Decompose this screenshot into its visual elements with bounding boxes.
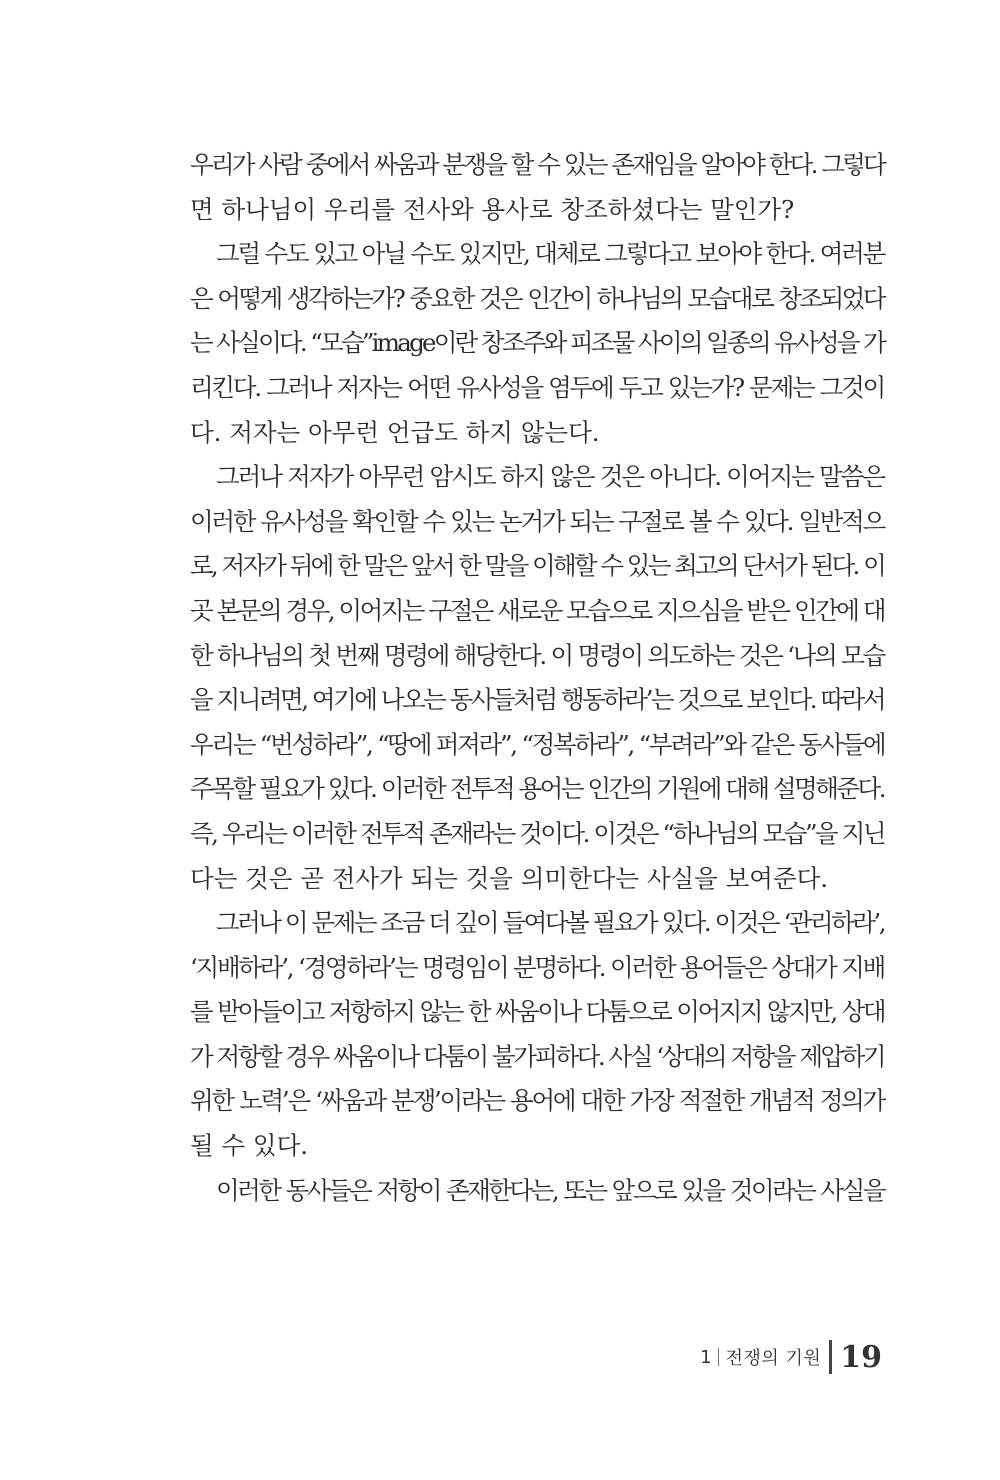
text-line: 이러한 유사성을 확인할 수 있는 논거가 되는 구절로 볼 수 있다. 일반적으 (190, 506, 884, 536)
text-line: 면 하나님이 우리를 전사와 용사로 창조하셨다는 말인가? (190, 194, 795, 224)
footer-divider (718, 1348, 719, 1366)
text-line: 위한 노력’은 ‘싸움과 분쟁’이라는 용어에 대한 가장 적절한 개념적 정의가 (190, 1086, 884, 1116)
text-line: 그러나 이 문제는 조금 더 깊이 들여다볼 필요가 있다. 이것은 ‘관리하라’, (216, 908, 884, 938)
text-line: 다는 것은 곧 전사가 되는 것을 의미한다는 사실을 보여준다. (190, 863, 829, 893)
page-footer (600, 1337, 882, 1377)
text-line: 로, 저자가 뒤에 한 말은 앞서 한 말을 이해할 수 있는 최고의 단서가 된다. 이 (190, 551, 884, 581)
text-line: 는 사실이다. “모습”image이란 창조주와 피조물 사이의 일종의 유사성을 가 (190, 328, 884, 358)
text-line: 가 저항할 경우 싸움이나 다툼이 불가피하다. 사실 ‘상대의 저항을 제압하기 (190, 1041, 884, 1071)
text-line: 주목할 필요가 있다. 이러한 전투적 용어는 인간의 기원에 대해 설명해준다. (190, 774, 884, 804)
text-line: 그럴 수도 있고 아닐 수도 있지만, 대체로 그렇다고 보아야 한다. 여러분 (216, 239, 884, 269)
text-line: 다. 저자는 아무런 언급도 하지 않는다. (190, 417, 600, 447)
chapter-number: 1 (700, 1346, 712, 1368)
text-line: 곳 본문의 경우, 이어지는 구절은 새로운 모습으로 지으심을 받은 인간에 대 (190, 595, 884, 625)
text-line: 은 어떻게 생각하는가? 중요한 것은 인간이 하나님의 모습대로 창조되었다 (190, 283, 884, 313)
text-line: 한 하나님의 첫 번째 명령에 해당한다. 이 명령이 의도하는 것은 ‘나의 모습 (190, 640, 884, 670)
text-line: ‘지배하라’, ‘경영하라’는 명령임이 분명하다. 이러한 용어들은 상대가 지배 (190, 952, 884, 982)
text-line: 우리가 사람 중에서 싸움과 분쟁을 할 수 있는 존재임을 알아야 한다. 그렇다 (190, 150, 884, 179)
text-line: 를 받아들이고 저항하지 않는 한 싸움이나 다툼으로 이어지지 않지만, 상대 (190, 997, 884, 1027)
text-line: 을 지니려면, 여기에 나오는 동사들처럼 행동하라’는 것으로 보인다. 따라서 (190, 685, 884, 715)
text-line: 될 수 있다. (190, 1131, 309, 1161)
text-line: 그러나 저자가 아무런 암시도 하지 않은 것은 아니다. 이어지는 말씀은 (216, 462, 884, 492)
page-number-divider (829, 1340, 832, 1374)
body-text (190, 143, 884, 1213)
text-line: 우리는 “번성하라”, “땅에 퍼져라”, “정복하라”, “부려라”와 같은 동사들에 (190, 729, 885, 759)
page-number: 19 (840, 1339, 882, 1375)
text-line: 이러한 동사들은 저항이 존재한다는, 또는 앞으로 있을 것이라는 사실을 (216, 1175, 884, 1205)
running-header-chapter-title: 전쟁의 기원 (725, 1348, 822, 1369)
text-line: 리킨다. 그러나 저자는 어떤 유사성을 염두에 두고 있는가? 문제는 그것이 (190, 372, 884, 402)
text-line: 즉, 우리는 이러한 전투적 존재라는 것이다. 이것은 “하나님의 모습”을 지닌 (190, 818, 884, 848)
